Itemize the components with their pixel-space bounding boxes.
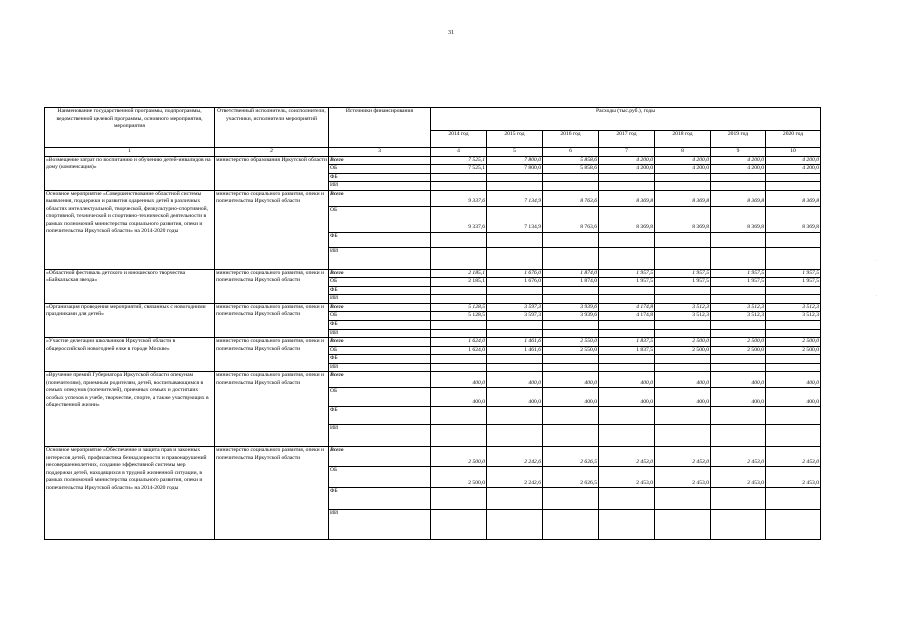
expense-value: 2 453,0 [655,467,711,488]
expense-value: 8 369,8 [766,190,821,206]
activity-name: «Возмещение затрат по воспитанию и обучению детей-инвалидов на дому (компенсация)» [45,156,215,190]
funding-source: Всего [329,372,431,388]
expense-value: 2 500,0 [766,346,821,355]
executor: министерство социального развития, опеки и попечительства Иркутской области [215,338,329,372]
expense-value [487,232,543,247]
expense-value [487,173,543,182]
year-header: 2018 год [655,131,711,148]
expense-value: 7 800,0 [487,156,543,165]
expense-value: 400,0 [543,388,599,407]
expense-value: 5 128,5 [431,303,487,312]
expense-value [766,510,821,540]
executor: министерство социального развития, опеки и попечительства Иркутской области [215,447,329,540]
expense-value [599,173,655,182]
expense-value: 1 957,5 [711,269,766,278]
expense-value: 1 676,0 [487,278,543,287]
expense-value: 4 200,0 [655,156,711,165]
expense-value [655,173,711,182]
funding-source: ОБ [329,467,431,488]
expense-value: 2 550,0 [543,338,599,347]
expense-value: 2 453,0 [766,467,821,488]
funding-source: ИИ [329,510,431,540]
expense-value [599,286,655,295]
expense-value: 1 957,5 [599,278,655,287]
expense-value: 2 453,0 [711,447,766,467]
executor: министерство образования Иркутской области [215,156,329,190]
expense-value [487,182,543,191]
expense-value: 2 453,0 [711,467,766,488]
expense-value [711,355,766,364]
expense-value: 7 134,9 [487,190,543,206]
expense-value [711,321,766,330]
header-expenses: Расходы (тыс.руб.), годы [431,108,821,131]
column-number: 1 [45,148,215,157]
funding-source: ФБ [329,286,431,295]
expense-value [543,363,599,372]
column-number: 2 [215,148,329,157]
expense-value: 400,0 [487,372,543,388]
expense-value [487,363,543,372]
expense-value [543,182,599,191]
expense-value: 2 453,0 [599,447,655,467]
expense-value: 8 369,8 [599,206,655,232]
table-row [45,269,821,278]
executor: министерство социального развития, опеки и попечительства Иркутской области [215,372,329,447]
expense-value: 400,0 [543,372,599,388]
expense-value [599,355,655,364]
expense-value: 8 369,8 [766,206,821,232]
expense-value: 8 369,8 [599,190,655,206]
funding-source: ФБ [329,488,431,510]
expense-value [766,329,821,338]
expense-value: 400,0 [431,388,487,407]
expense-value [487,355,543,364]
table-row [45,338,821,347]
expense-value: 9 337,6 [431,190,487,206]
funding-source: ФБ [329,173,431,182]
expense-value: 1 957,5 [711,278,766,287]
budget-table [44,107,821,540]
expense-value [487,510,543,540]
expense-value [543,232,599,247]
expense-value: 4 174,8 [599,312,655,321]
expense-value: 9 337,6 [431,206,487,232]
expense-value: 2 500,0 [766,338,821,347]
expense-value [431,173,487,182]
column-number: 3 [329,148,431,157]
expense-value [543,488,599,510]
expense-value [543,329,599,338]
expense-value [431,407,487,425]
funding-source: ФБ [329,355,431,364]
scan-margin-mark: · [876,293,878,298]
expense-value [431,295,487,304]
expense-value: 1 837,5 [599,338,655,347]
expense-value: 2 185,1 [431,278,487,287]
expense-value: 4 200,0 [766,156,821,165]
expense-value: 2 626,5 [543,447,599,467]
expense-value: 2 500,0 [431,467,487,488]
expense-value [711,182,766,191]
column-number: 9 [711,148,766,157]
expense-value [599,488,655,510]
funding-source: Всего [329,190,431,206]
expense-value: 2 626,5 [543,467,599,488]
expense-value [431,488,487,510]
expense-value [655,363,711,372]
expense-value [711,329,766,338]
executor: министерство социального развития, опеки и попечительства Иркутской области [215,303,329,337]
expense-value: 4 200,0 [766,165,821,174]
expense-value [766,321,821,330]
expense-value [487,286,543,295]
expense-value [711,510,766,540]
expense-value: 2 550,0 [543,346,599,355]
expense-value: 2 500,0 [655,346,711,355]
expense-value [487,329,543,338]
expense-value: 7 525,1 [431,165,487,174]
expense-value: 8 369,8 [655,190,711,206]
expense-value: 1 957,5 [655,269,711,278]
expense-value: 1 461,6 [487,338,543,347]
executor: министерство социального развития, опеки и попечительства Иркутской области [215,190,329,269]
funding-source: ОБ [329,165,431,174]
expense-value: 5 858,6 [543,156,599,165]
expense-value: 1 957,5 [766,269,821,278]
expense-value: 1 957,5 [599,269,655,278]
funding-source: Всего [329,447,431,467]
expense-value [766,295,821,304]
expense-value [766,182,821,191]
activity-name: Основное мероприятие «Совершенствование областной системы выявления, поддержки и развития одаренных детей в различных областях интеллектуальной, творческой, физкультурно-спортивной, спортивной, технической и спортивно-технической деятельности в рамках полномочий министерства социального развития, опеки и попечительства Иркутской области» на 2014-2020 годы [45,190,215,269]
expense-value [599,363,655,372]
expense-value [711,232,766,247]
expense-value [766,488,821,510]
expense-value [655,286,711,295]
expense-value [711,247,766,269]
expense-value [599,321,655,330]
expense-value: 2 453,0 [655,447,711,467]
expense-value: 5 128,5 [431,312,487,321]
expense-value: 4 200,0 [599,156,655,165]
year-header: 2016 год [543,131,599,148]
expense-value [766,286,821,295]
funding-source: ОБ [329,278,431,287]
expense-value: 7 800,0 [487,165,543,174]
funding-source: ИИ [329,329,431,338]
expense-value: 1 957,5 [766,278,821,287]
funding-source: ИИ [329,247,431,269]
column-number: 6 [543,148,599,157]
expense-value: 4 200,0 [711,165,766,174]
expense-value: 1 676,0 [487,269,543,278]
expense-value [599,425,655,447]
expense-value: 3 512,3 [711,312,766,321]
expense-value: 1 957,5 [655,278,711,287]
expense-value [431,232,487,247]
year-header: 2014 год [431,131,487,148]
year-header: 2019 год [711,131,766,148]
expense-value [599,182,655,191]
expense-value: 400,0 [711,372,766,388]
expense-value: 5 858,6 [543,165,599,174]
expense-value: 400,0 [655,372,711,388]
expense-value [543,425,599,447]
expense-value [655,247,711,269]
header-source: Источники финансирования [329,108,431,148]
funding-source: ОБ [329,312,431,321]
expense-value [431,510,487,540]
expense-value: 1 874,0 [543,278,599,287]
expense-value [766,363,821,372]
expense-value: 4 200,0 [711,156,766,165]
expense-value: 3 512,3 [655,312,711,321]
expense-value [431,363,487,372]
year-header: 2020 год [766,131,821,148]
expense-value [599,232,655,247]
funding-source: ОБ [329,206,431,232]
column-number: 10 [766,148,821,157]
table-row [45,303,821,312]
expense-value: 400,0 [766,372,821,388]
expense-value [599,510,655,540]
column-number: 5 [487,148,543,157]
table-row [45,156,821,165]
expense-value [711,363,766,372]
expense-value [711,295,766,304]
expense-value: 400,0 [711,388,766,407]
expense-value: 4 174,8 [599,303,655,312]
column-number: 4 [431,148,487,157]
expense-value [655,488,711,510]
expense-value: 3 512,3 [655,303,711,312]
expense-value [543,247,599,269]
expense-value [711,407,766,425]
expense-value: 1 624,0 [431,338,487,347]
expense-value [487,407,543,425]
expense-value: 3 597,3 [487,312,543,321]
expense-value [543,295,599,304]
expense-value [487,488,543,510]
expense-value [655,355,711,364]
expense-value: 2 242,6 [487,447,543,467]
expense-value [487,321,543,330]
expense-value [599,247,655,269]
activity-name: Основное мероприятие «Обеспечение и защита прав и законных интересов детей, профилактика безнадзорности и правонарушений несовершеннолетних, создание эффективной системы мер поддержки детей, находящихся в трудной жизненной ситуации, в рамках полномочий министерства социального развития, опеки и попечительства Иркутской области» на 2014-2020 годы [45,447,215,540]
scan-margin-mark: · [876,258,878,263]
funding-source: ФБ [329,232,431,247]
expense-value [711,286,766,295]
expense-value [599,295,655,304]
expense-value [766,173,821,182]
expense-value [655,182,711,191]
expense-value: 400,0 [599,388,655,407]
funding-source: ИИ [329,182,431,191]
expense-value [543,286,599,295]
expense-value [655,425,711,447]
expense-value: 2 453,0 [766,447,821,467]
expense-value [655,232,711,247]
expense-value: 400,0 [487,388,543,407]
table-row [45,190,821,206]
activity-name: «Областной фестиваль детского и юношеского творчества «Байкальская звезда» [45,269,215,303]
expense-value [655,329,711,338]
expense-value [431,355,487,364]
expense-value [711,488,766,510]
expense-value [431,182,487,191]
funding-source: Всего [329,269,431,278]
expense-value: 8 369,8 [711,190,766,206]
table-row [45,447,821,467]
expense-value: 400,0 [766,388,821,407]
expense-value [655,295,711,304]
expense-value: 7 525,1 [431,156,487,165]
expense-value: 2 500,0 [655,338,711,347]
expense-value [431,321,487,330]
table-row [45,372,821,388]
expense-value: 2 453,0 [599,467,655,488]
expense-value: 7 134,9 [487,206,543,232]
funding-source: ИИ [329,425,431,447]
expense-value: 2 500,0 [431,447,487,467]
expense-value: 2 500,0 [711,338,766,347]
expense-value: 4 200,0 [655,165,711,174]
expense-value [431,247,487,269]
funding-source: ОБ [329,388,431,407]
expense-value: 1 837,5 [599,346,655,355]
activity-name: «Организация проведения мероприятий, связанных с новогодними праздниками для детей» [45,303,215,337]
expense-value [599,407,655,425]
expense-value: 400,0 [655,388,711,407]
expense-value [766,355,821,364]
year-header: 2017 год [599,131,655,148]
funding-source: ФБ [329,321,431,330]
expense-value [431,329,487,338]
executor: министерство социального развития, опеки и попечительства Иркутской области [215,269,329,303]
expense-value: 3 512,3 [711,303,766,312]
funding-source: ИИ [329,295,431,304]
funding-source: Всего [329,156,431,165]
expense-value: 1 461,6 [487,346,543,355]
expense-value [766,247,821,269]
expense-value [487,295,543,304]
expense-value [487,425,543,447]
year-header: 2015 год [487,131,543,148]
expense-value: 1 624,0 [431,346,487,355]
expense-value [655,510,711,540]
expense-value [655,407,711,425]
header-name: Наименование государственной программы, подпрограммы, ведомственной целевой программы, основного мероприятия, мероприятия [45,108,215,148]
page-number: 31 [448,30,454,36]
funding-source: Всего [329,303,431,312]
expense-value [599,329,655,338]
expense-value: 3 939,6 [543,312,599,321]
funding-source: Всего [329,338,431,347]
expense-value: 8 369,8 [655,206,711,232]
expense-value: 3 597,3 [487,303,543,312]
expense-value: 2 242,6 [487,467,543,488]
column-number: 7 [599,148,655,157]
expense-value [431,425,487,447]
expense-value [543,173,599,182]
activity-name: «Участие делегации школьников Иркутской области в общероссийской новогодней елке в городе Москве» [45,338,215,372]
expense-value: 2 185,1 [431,269,487,278]
expense-value [543,321,599,330]
expense-value: 3 512,3 [766,312,821,321]
funding-source: ФБ [329,407,431,425]
expense-value [711,425,766,447]
expense-value [655,321,711,330]
expense-value [711,173,766,182]
expense-value: 8 763,6 [543,190,599,206]
expense-value: 2 500,0 [711,346,766,355]
expense-value: 8 763,6 [543,206,599,232]
expense-value [766,407,821,425]
expense-value: 400,0 [599,372,655,388]
activity-name: «Вручение премий Губернатора Иркутской области опекунам (попечителям), приемным родителям, детей, воспитывающимся в семьях опекунов (попечителей), приемных семьях и достигших особых успехов в учебе, творчестве, спорте, а также участвующих в общественной жизни» [45,372,215,447]
column-number: 8 [655,148,711,157]
expense-value [766,425,821,447]
expense-value: 3 512,3 [766,303,821,312]
funding-source: ОБ [329,346,431,355]
header-executor: Ответственный исполнитель, соисполнители, участники, исполнители мероприятий [215,108,329,148]
expense-value [487,247,543,269]
funding-source: ИИ [329,363,431,372]
expense-value: 4 200,0 [599,165,655,174]
expense-value [543,510,599,540]
expense-value [431,286,487,295]
expense-value: 400,0 [431,372,487,388]
expense-value [543,355,599,364]
expense-value [543,407,599,425]
column-number-row [45,148,821,157]
expense-value: 8 369,8 [711,206,766,232]
expense-value: 3 939,6 [543,303,599,312]
expense-value: 1 874,0 [543,269,599,278]
expense-value [766,232,821,247]
